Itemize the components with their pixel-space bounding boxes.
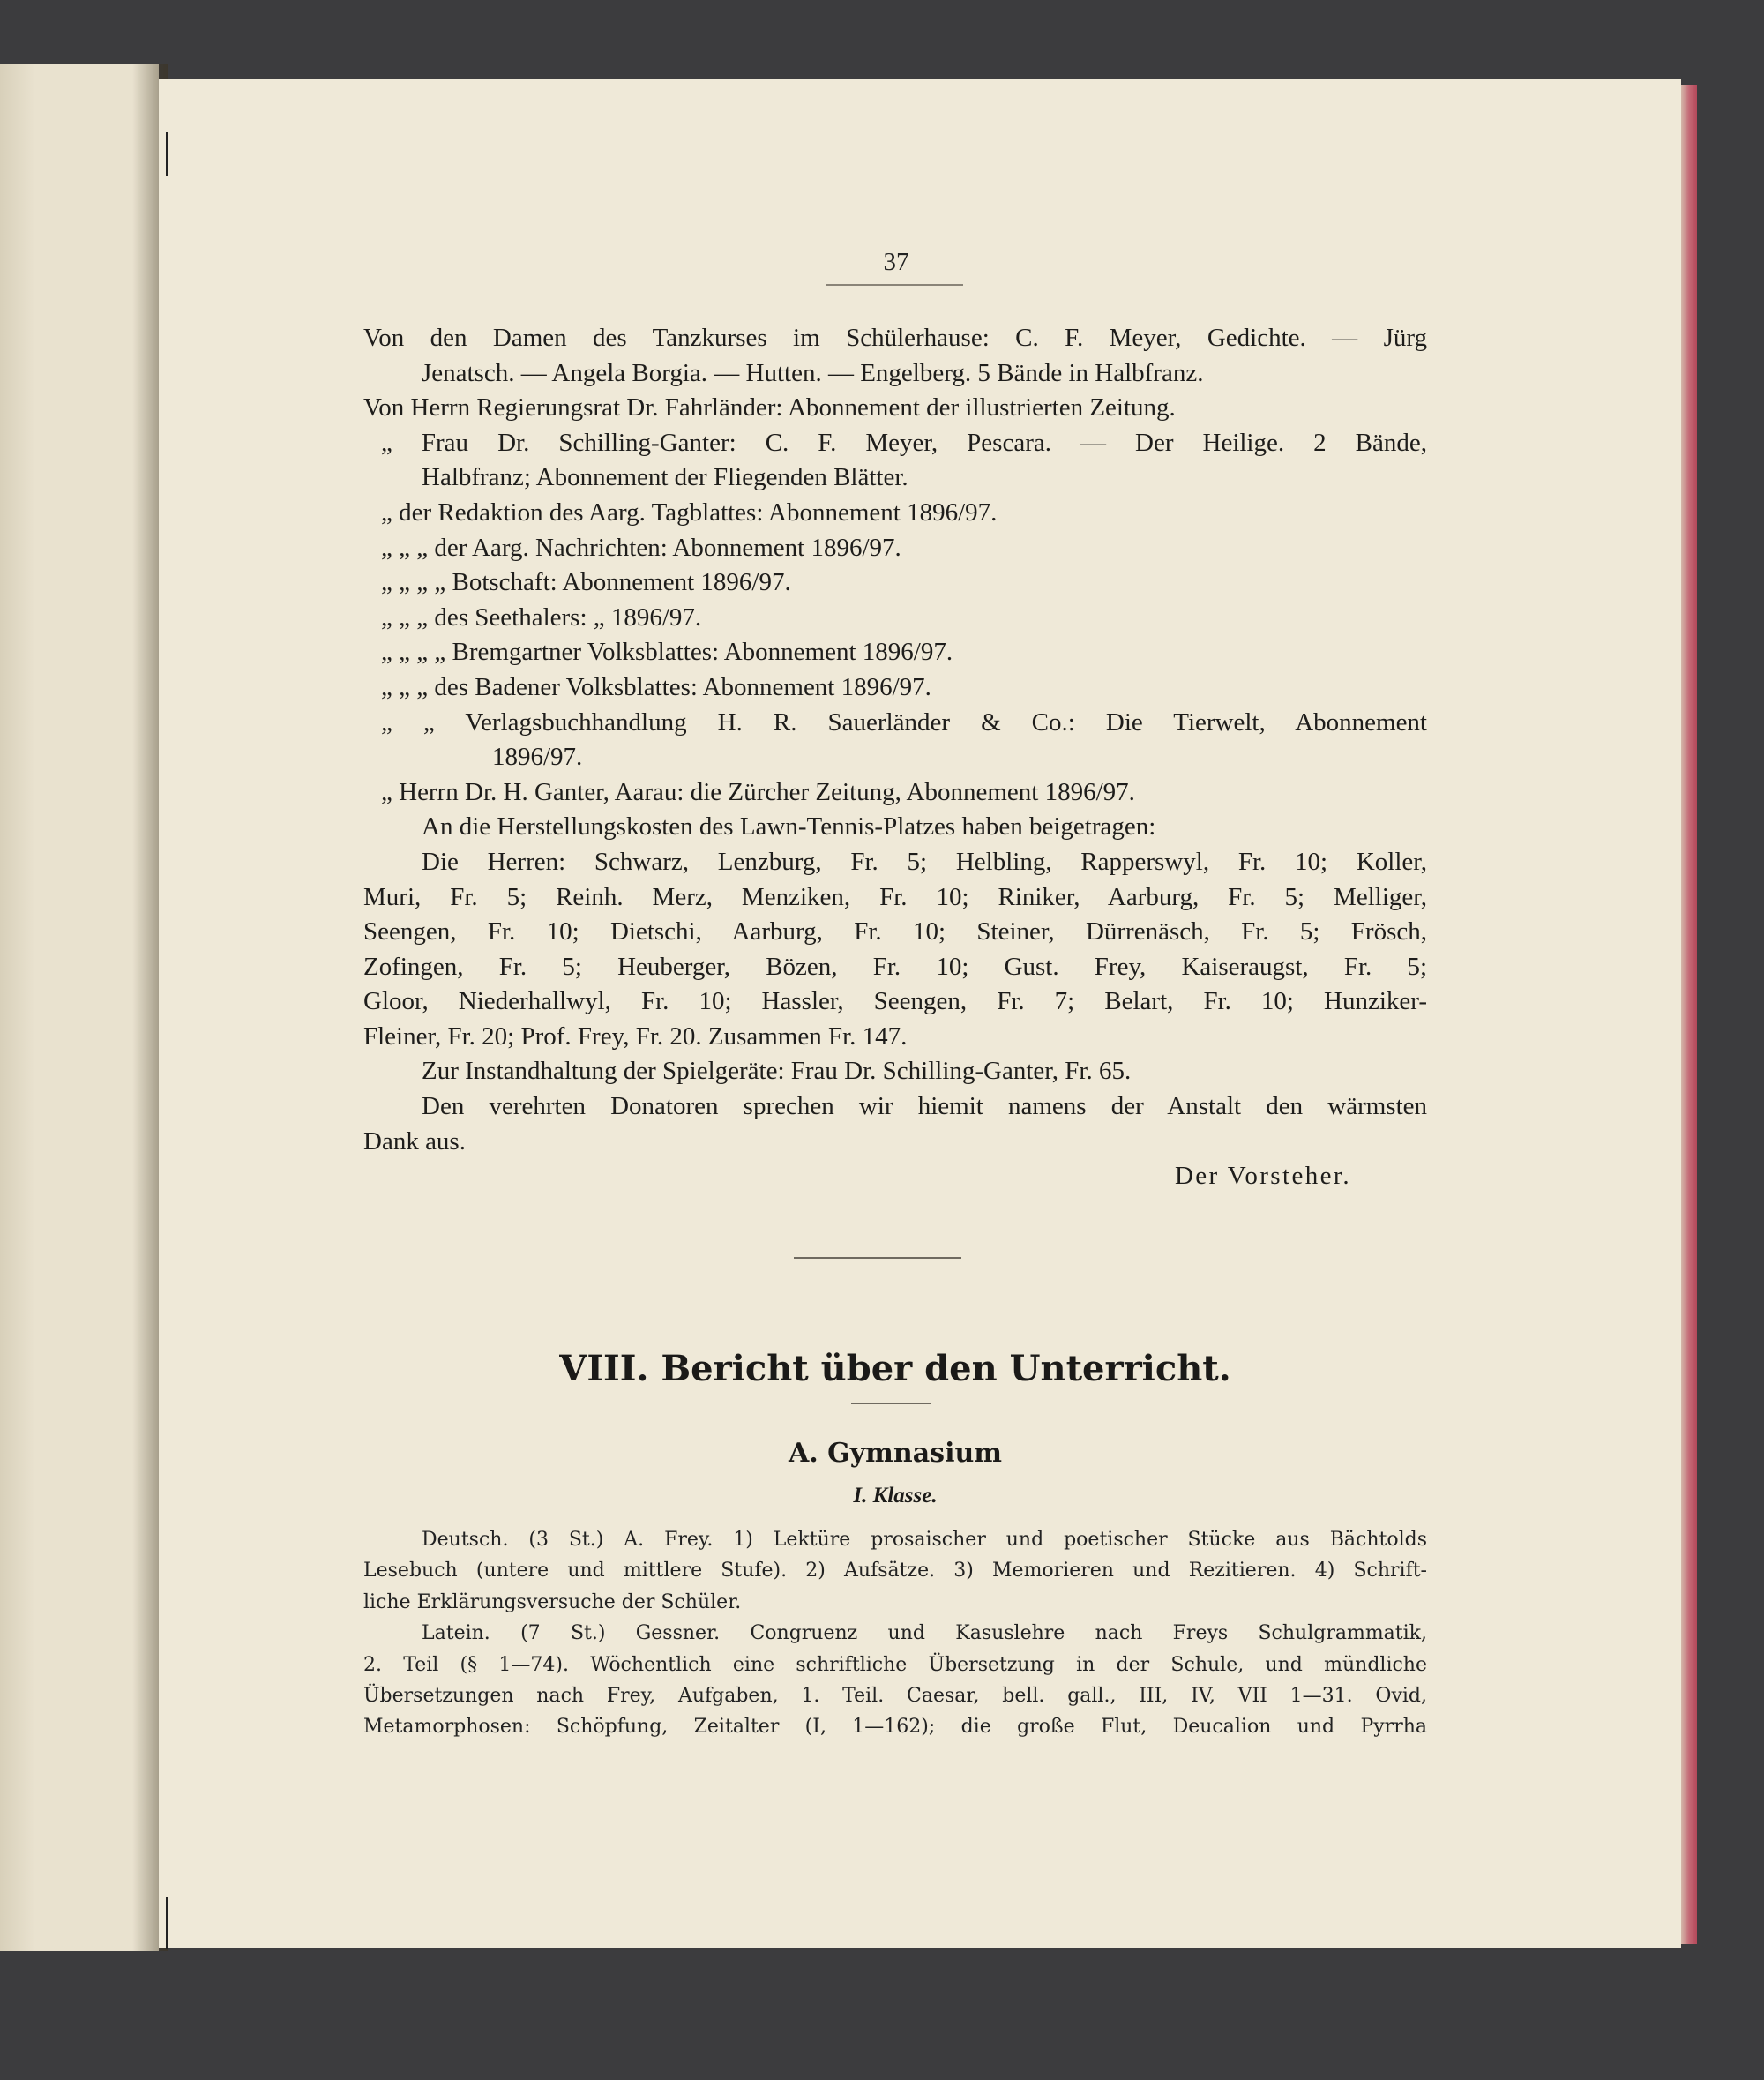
donation-line: 1896/97. <box>492 743 583 772</box>
lawn-tennis-line: Seengen, Fr. 10; Dietschi, Aarburg, Fr. 10; Steiner, Dürrenäsch, Fr. 5; Frösch, <box>363 917 1427 946</box>
lawn-tennis-line: Fleiner, Fr. 20; Prof. Frey, Fr. 20. Zusammen Fr. 147. <box>363 1021 908 1051</box>
binding-mark <box>166 132 168 176</box>
page-number-rule <box>826 284 963 286</box>
curriculum-line: Latein. (7 St.) Gessner. Congruenz und Kasuslehre nach Freys Schulgrammatik, <box>422 1622 1427 1645</box>
donation-line: „ „ „ des Badener Volksblattes: Abonnement 1896/97. <box>381 672 931 701</box>
left-page-shade <box>0 64 35 1951</box>
donation-line: „ „ „ „ Bremgartner Volksblattes: Abonnement 1896/97. <box>381 638 953 667</box>
donation-line: Jenatsch. — Angela Borgia. — Hutten. — Engelberg. 5 Bände in Halbfranz. <box>422 358 1204 387</box>
maintenance-line: Zur Instandhaltung der Spielgeräte: Frau Dr. Schilling-Ganter, Fr. 65. <box>422 1057 1132 1086</box>
donation-line: Von den Damen des Tanzkurses im Schülerhause: C. F. Meyer, Gedichte. — Jürg <box>363 324 1427 352</box>
curriculum-line: Deutsch. (3 St.) A. Frey. 1) Lektüre prosaischer und poetischer Stücke aus Bächtolds <box>422 1529 1427 1551</box>
donation-line: „ „ „ der Aarg. Nachrichten: Abonnement 1896/97. <box>381 533 901 562</box>
curriculum-line: Lesebuch (untere und mittlere Stufe). 2) Aufsätze. 3) Memorieren und Rezitieren. 4) Schrift- <box>363 1560 1427 1582</box>
lawn-tennis-line: Muri, Fr. 5; Reinh. Merz, Menziken, Fr. 10; Riniker, Aarburg, Fr. 5; Melliger, <box>363 882 1427 911</box>
donation-line: „ „ „ des Seethalers: „ 1896/97. <box>381 602 702 632</box>
donation-line: „ „ „ „ Botschaft: Abonnement 1896/97. <box>381 568 791 597</box>
page-edge <box>1681 85 1697 1944</box>
donation-line: Von Herrn Regierungsrat Dr. Fahrländer: Abonnement der illustrierten Zeitung. <box>363 393 1176 423</box>
curriculum-line: 2. Teil (§ 1—74). Wöchentlich eine schriftliche Übersetzung in der Schule, und mündliche <box>363 1653 1427 1676</box>
heading-rule <box>851 1403 931 1404</box>
lawn-tennis-line: Die Herren: Schwarz, Lenzburg, Fr. 5; Helbling, Rapperswyl, Fr. 10; Koller, <box>422 847 1427 876</box>
donation-line: „ „ Verlagsbuchhandlung H. R. Sauerländer & Co.: Die Tierwelt, Abonnement <box>381 707 1427 737</box>
thanks-line: Den verehrten Donatoren sprechen wir hiemit namens der Anstalt den wärmsten <box>422 1092 1427 1121</box>
donations-list <box>363 321 1427 1194</box>
donation-line: „ der Redaktion des Aarg. Tagblattes: Abonnement 1896/97. <box>381 498 998 527</box>
section-heading: VIII. Bericht über den Unterricht. <box>559 1348 1231 1389</box>
donation-line: Halbfranz; Abonnement der Fliegenden Blätter. <box>422 463 908 492</box>
lawn-tennis-line: Zofingen, Fr. 5; Heuberger, Bözen, Fr. 10; Gust. Frey, Kaiseraugst, Fr. 5; <box>363 952 1427 981</box>
donation-line: „ Frau Dr. Schilling-Ganter: C. F. Meyer, Pescara. — Der Heilige. 2 Bände, <box>381 428 1427 457</box>
lawn-tennis-line: Gloor, Niederhallwyl, Fr. 10; Hassler, Seengen, Fr. 7; Belart, Fr. 10; Hunziker- <box>363 987 1427 1016</box>
curriculum-line: liche Erklärungsversuche der Schüler. <box>363 1590 742 1613</box>
section-divider <box>794 1257 961 1259</box>
subsection-heading: A. Gymnasium <box>788 1438 1003 1469</box>
donation-line: „ Herrn Dr. H. Ganter, Aarau: die Zürcher Zeitung, Abonnement 1896/97. <box>381 777 1135 806</box>
lawn-tennis-intro: An die Herstellungskosten des Lawn-Tennis-Platzes haben beigetragen: <box>422 812 1156 842</box>
thanks-line: Dank aus. <box>363 1126 466 1156</box>
curriculum-line: Übersetzungen nach Frey, Aufgaben, 1. Teil. Caesar, bell. gall., III, IV, VII 1—31. Ovid, <box>363 1684 1427 1707</box>
binding-mark <box>166 1897 168 1949</box>
page-number: 37 <box>883 248 909 276</box>
curriculum-line: Metamorphosen: Schöpfung, Zeitalter (I, 1—162); die große Flut, Deucalion und Pyrrha <box>363 1716 1427 1739</box>
signature: Der Vorsteher. <box>1174 1162 1351 1191</box>
class-heading: I. Klasse. <box>853 1484 938 1508</box>
curriculum-text <box>363 1524 1427 1743</box>
